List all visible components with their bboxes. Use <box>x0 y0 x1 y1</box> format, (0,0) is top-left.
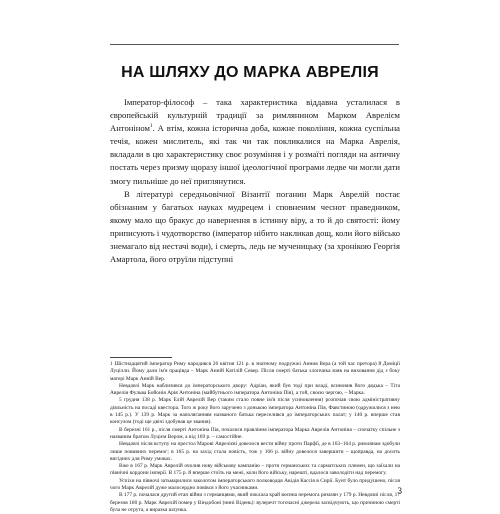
footnote-paragraph <box>110 361 400 383</box>
main-text <box>110 96 400 266</box>
footnote-number: 1 <box>110 362 113 367</box>
footnote-paragraph: Успіхи на півночі затьмарилися заколотом імператорського полководця Авідія Кассія в Сирії. Бунт було придушено, після чого Марк Аврелій дуже малосердно повівся з його учасниками. <box>110 477 400 492</box>
footnote-block <box>110 361 400 514</box>
paragraph-1 <box>110 96 400 188</box>
footnote-paragraph: Невдовзі Марк наблизився до імператорського двору: Адріан, який був тоді при владі, всиновив його дядька – Тіта Аврелія Фульва Бойонія Арія Антоніна (майбутнього імператора Антоніна Пія), а той, своєю чергою, – Марка. <box>110 382 400 397</box>
footnote-text: Шістнадцятий імператор Риму народився 26 квітня 121 р. в знатному подружжі Анния Вера (а той час претора) й Доміції Луцілли. Йому дали ім'я працівда – Марк Анній Катілій Север. Після смерті батька хлопчика взяв на виховання дід з боку матері Марк Анній Вер. <box>110 361 400 382</box>
footnote-paragraph: Невдовзі після вступу на престол Марові Аврелієві довелося вести війну проти Парфії, де в 163–164 р. римлянам здобули лише повивних перемог; в 165 р. на захід стала повість, тож у 166 р. війну довелося завершити – щоправда, на досить вигідних для Риму умовах. <box>110 441 400 462</box>
footnote-paragraph: 5 грудня 138 р. Марк Елій Аврелій Вер (таким стало повне ім'я після усиновлення) розпочав свою адміністративну діяльність на посаді квестора. Того ж року його заручено з донькою імператора Антоніна Пія, Фавстиною (одружилися з нею в 145 р.). У 139 р. Марк за наполяганням названого батька переселився до імператорських палат; у 140 р. вперше став консулом (тоді ще двічі здобував це звання). <box>110 397 400 426</box>
chapter-title: НА ШЛЯХУ ДО МАРКА АВРЕЛІЯ <box>121 64 379 81</box>
footnote-paragraph: В березні 161 р., після смерті Антоніна Пія, почалися правління імператора Марка Аврелія Антоніна – спочатку спільне з названим братом Луцієм Вером, а від 169 р. – самостійне. <box>110 426 400 440</box>
paragraph-1-text: Імператор-філософ – така характеристика віддавна усталилася в європейській культурній традиції за римлянином Марком Аврелієм Антоніном <box>110 97 400 134</box>
footnote-paragraph: Вже в 167 р. Марк Аврелій очолив нову військову кампанію – проти германських та сарматських племен, що заїхали на північні кордони імперії. В 175 р. й вперше стоїть на межі, коли його війську, нарешті, вдалося заволодіти над перемогу. <box>110 463 400 477</box>
footnote-marker: 1 <box>149 123 153 130</box>
page-number: 3 <box>397 486 402 496</box>
paragraph-1-continuation: . А втім, кожна історична доба, кожне покоління, кожна суспільна течія, кожен мислитель, які так чи так покликалися на Марка Аврелія, вкладали в цю характеристику своє розуміння і у розмаїті погляди на античну постать через призму щоразу іншої ідеологічної програми ледве чи могли дати змогу пильніше до неї приглянутися. <box>110 123 400 186</box>
paragraph-2: В літературі середньовічної Візантії поганин Марк Аврелій постає обізнаним у багатьох науках мудрецем і сповненим чеснот праведником, якому мало що бракує до навернення в істинну віру, а то й до святості: йому приписують і чудотворство (імператор нібито накликав дощ, коли його військо знемагало від нестачі води), і смерть, ледь не мученицьку (за хронікою Георгія Амартола, його отруїли підступні <box>110 188 400 265</box>
header-rule <box>110 44 399 45</box>
footnote-rule <box>110 357 172 358</box>
footnote-paragraph: В 177 р. почалася другий етап війни з германцями, який поклала край воєнна перемога римлян у 179 р. Невдовзі після, 17 березня 180 р. Марк Аврелій помер у Віндобоні (нині Відень): вулеречт тогочасні джерела засвідчують, що причиною смерті була не отрута, а виразка шлунка. <box>110 492 400 513</box>
